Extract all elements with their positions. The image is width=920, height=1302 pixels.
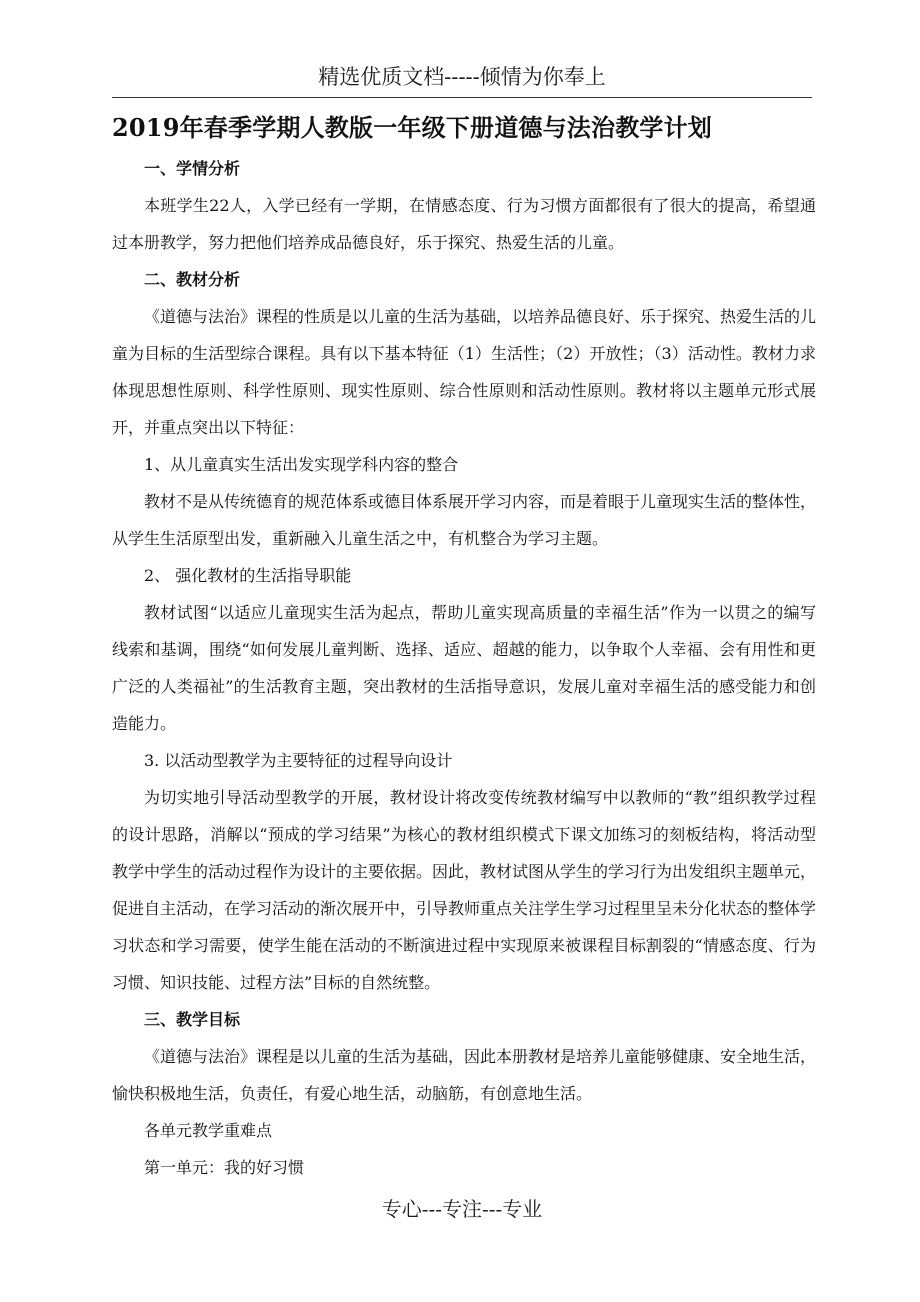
section-heading-teaching-goals: 三、教学目标 — [144, 1010, 241, 1029]
body-paragraph: 《道德与法治》课程的性质是以儿童的生活为基础，以培养品德良好、乐于探究、热爱生活的儿童为目标的生活型综合课程。具有以下基本特征（1）生活性；（2）开放性；（3）活动性。教材力求体现思想性原则、科学性原则、现实性原则、综合性原则和活动性原则。教材将以主题单元形式展开，并重点突出以下特征： — [112, 307, 817, 437]
document-body — [112, 150, 816, 1186]
subheading-paragraph: 3. 以活动型教学为主要特征的过程导向设计 — [144, 751, 453, 770]
document-title: 2019年春季学期人教版一年级下册道德与法治教学计划 — [112, 113, 712, 142]
body-paragraph: 为切实地引导活动型教学的开展，教材设计将改变传统教材编写中以教师的“教”组织教学过程的设计思路，消解以“预成的学习结果”为核心的教材组织模式下课文加练习的刻板结构，将活动型教学中学生的活动过程作为设计的主要依据。因此，教材试图从学生的学习行为出发组织主题单元，促进自主活动，在学习活动的渐次展开中，引导教师重点关注学生学习过程里呈未分化状态的整体学习状态和学习需要，使学生能在活动的不断演进过程中实现原来被课程目标割裂的“情感态度、行为习惯、知识技能、过程方法”目标的自然统整。 — [112, 788, 817, 992]
header-divider — [112, 97, 812, 98]
section-heading-student-analysis: 一、学情分析 — [144, 159, 241, 178]
body-paragraph: 第一单元：我的好习惯 — [144, 1158, 305, 1177]
body-paragraph: 本班学生22人，入学已经有一学期，在情感态度、行为习惯方面都很有了很大的提高，希望通过本册教学，努力把他们培养成品德良好，乐于探究、热爱生活的儿童。 — [112, 196, 816, 252]
section-heading-textbook-analysis: 二、教材分析 — [144, 270, 241, 289]
body-paragraph: 《道德与法治》课程是以儿童的生活为基础，因此本册教材是培养儿童能够健康、安全地生活，愉快积极地生活，负责任，有爱心地生活，动脑筋，有创意地生活。 — [112, 1047, 817, 1103]
page-footer: 专心---专注---专业 — [381, 1197, 543, 1221]
subheading-paragraph: 1、从儿童真实生活出发实现学科内容的整合 — [144, 455, 459, 474]
page-header: 精选优质文档-----倾情为你奉上 — [318, 65, 606, 89]
body-paragraph: 各单元教学重难点 — [144, 1121, 273, 1140]
body-paragraph: 教材试图“以适应儿童现实生活为起点，帮助儿童实现高质量的幸福生活”作为一以贯之的编写线索和基调，围绕“如何发展儿童判断、选择、适应、超越的能力，以争取个人幸福、会有用性和更广泛的人类福祉”的生活教育主题，突出教材的生活指导意识，发展儿童对幸福生活的感受能力和创造能力。 — [112, 603, 816, 733]
subheading-paragraph: 2、 强化教材的生活指导职能 — [144, 566, 352, 585]
body-paragraph: 教材不是从传统德育的规范体系或德目体系展开学习内容，而是着眼于儿童现实生活的整体性，从学生生活原型出发，重新融入儿童生活之中，有机整合为学习主题。 — [112, 492, 817, 548]
